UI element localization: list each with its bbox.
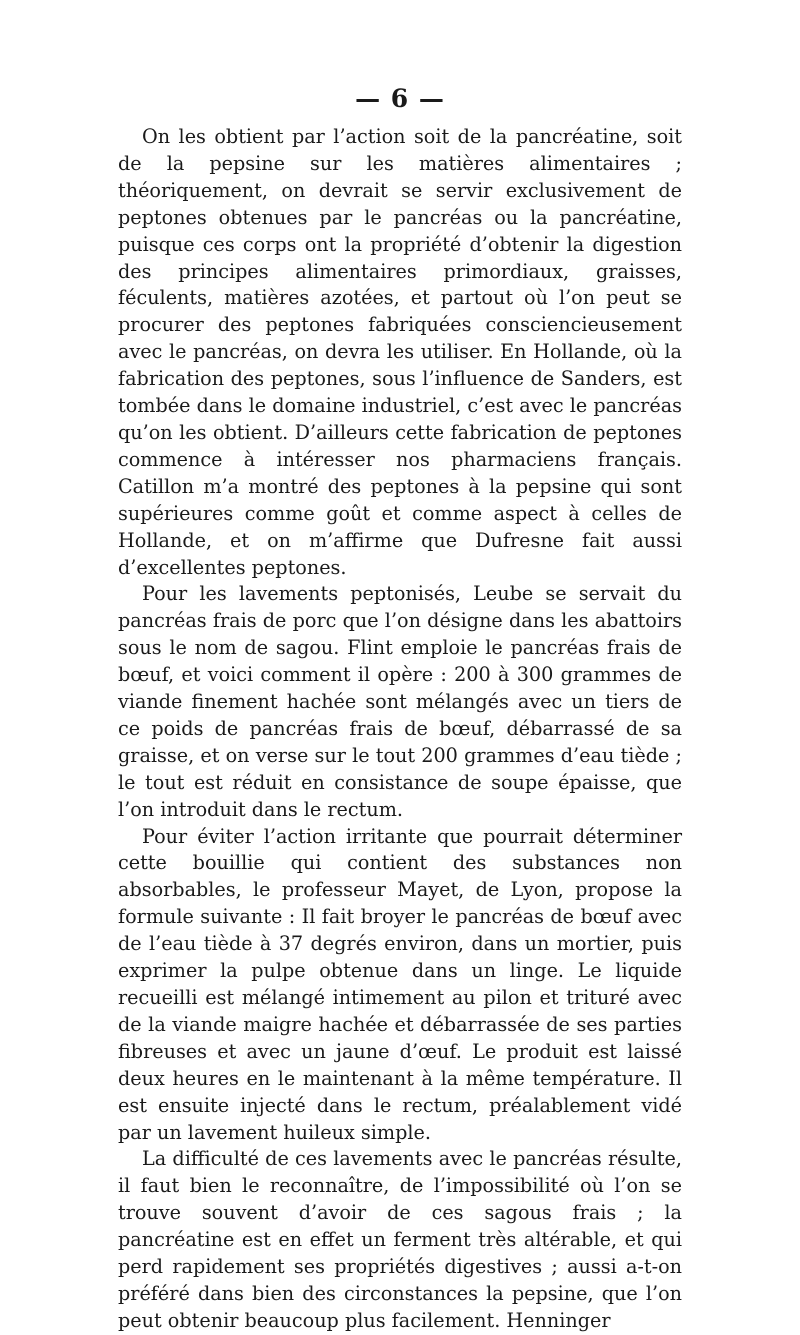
paragraph-peptones-origin: On les obtient par l’action soit de la pancréatine, soit de la pepsine sur les matières alimentaires ; théoriquement, on devrait se servir exclusivement de peptones obtenues par le pancréas ou la pancréatine, puisque ces corps ont la propriété d’obtenir la digestion des principes alimentaires primordiaux, graisses, féculents, matières azotées, et partout où l’on peut se procurer des peptones fabriquées consciencieusement avec le pancréas, on devra les utiliser. En Hollande, où la fabrication des peptones, sous l’influence de Sanders, est tombée dans le domaine industriel, c’est avec le pancréas qu’on les obtient. D’ailleurs cette fabrication de peptones commence à intéresser nos pharmaciens français. Catillon m’a montré des peptones à la pepsine qui sont supérieures comme goût et comme aspect à celles de Hollande, et on m’affirme que Dufresne fait aussi d’excellentes peptones. (118, 125, 682, 579)
paragraph-difficulte-lavements: La difficulté de ces lavements avec le pancréas résulte, il faut bien le reconnaître, de l’impossibilité où l’on se trouve souvent d’avoir de ces sagous frais ; la pancréatine est en effet un ferment très altérable, et qui perd rapidement ses propriétés digestives ; aussi a-t-on préféré dans bien des circonstances la pepsine, que l’on peut obtenir beaucoup plus facilement. Henninger (118, 1147, 682, 1332)
document-page (118, 84, 682, 1335)
paragraph-lavements-peptonises: Pour les lavements peptonisés, Leube se servait du pancréas frais de porc que l’on désigne dans les abattoirs sous le nom de sagou. Flint emploie le pancréas frais de bœuf, et voici comment il opère : 200 à 300 grammes de viande finement hachée sont mélangés avec un tiers de ce poids de pancréas frais de bœuf, débarrassé de sa graisse, et on verse sur le tout 200 grammes d’eau tiède ; le tout est réduit en consistance de soupe épaisse, que l’on introduit dans le rectum. (118, 582, 682, 821)
paragraph-formule-mayet: Pour éviter l’action irritante que pourrait déterminer cette bouillie qui contient des substances non absorbables, le professeur Mayet, de Lyon, propose la formule suivante : Il fait broyer le pancréas de bœuf avec de l’eau tiède à 37 degrés environ, dans un mortier, puis exprimer la pulpe obtenue dans un linge. Le liquide recueilli est mélangé intimement au pilon et trituré avec de la viande maigre hachée et débarrassée de ses parties fibreuses et avec un jaune d’œuf. Le produit est laissé deux heures en le maintenant à la même température. Il est ensuite injecté dans le rectum, préalablement vidé par un lavement huileux simple. (118, 824, 682, 1144)
page-number: — 6 — (355, 84, 445, 113)
